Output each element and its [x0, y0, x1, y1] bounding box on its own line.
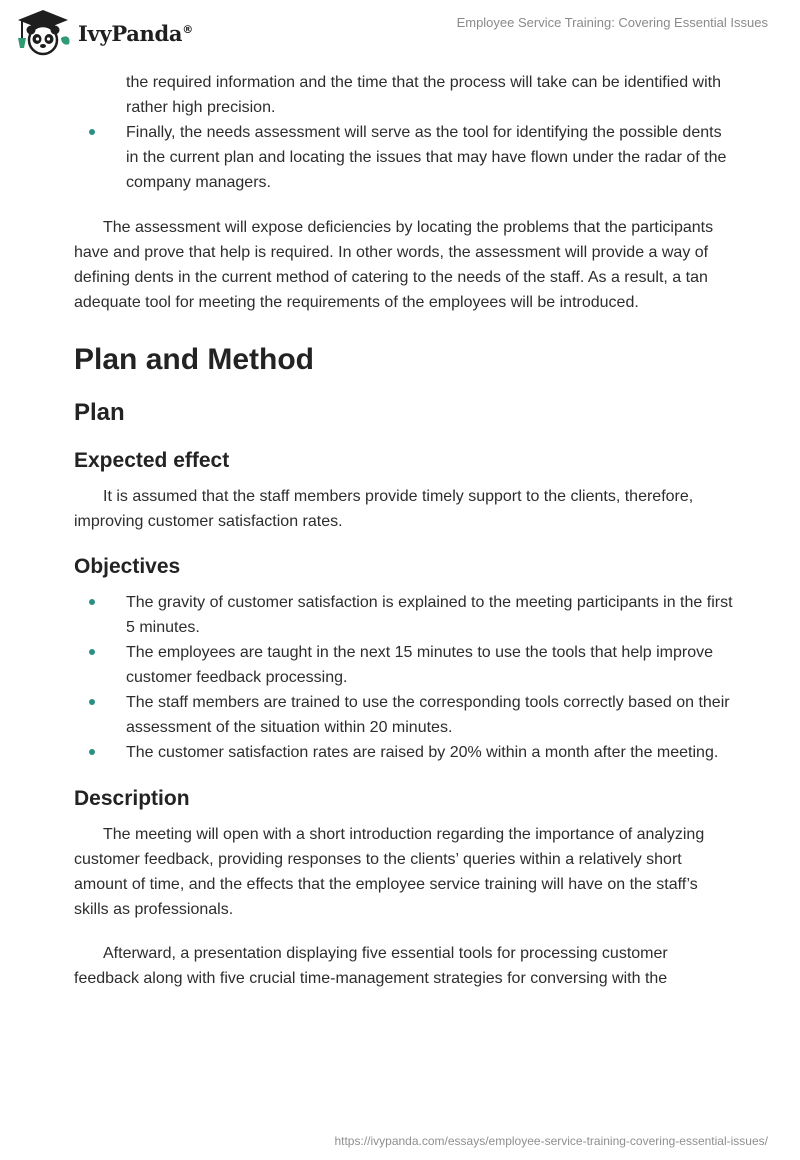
objectives-list — [74, 590, 734, 765]
document-title: Employee Service Training: Covering Essential Issues — [456, 15, 768, 30]
source-url-link[interactable]: https://ivypanda.com/essays/employee-service-training-covering-essential-issues/ — [334, 1134, 768, 1148]
paragraph-description-2: Afterward, a presentation displaying five essential tools for processing customer feedback along with five crucial time-management strategies for conversing with the — [74, 945, 668, 987]
heading-description: Description — [74, 787, 190, 810]
page-header — [0, 0, 800, 64]
paragraph-expected-effect: It is assumed that the staff members provide timely support to the clients, therefore, improving customer satisfaction rates. — [74, 488, 694, 530]
heading-expected-effect: Expected effect — [74, 449, 230, 472]
list-item: The employees are taught in the next 15 minutes to use the tools that help improve customer feedback processing. — [74, 640, 734, 690]
bullet-dot-icon — [89, 649, 95, 655]
intro-bullet-list — [74, 70, 734, 195]
list-item: The staff members are trained to use the corresponding tools correctly based on their assessment of the situation within 20 minutes. — [74, 690, 734, 740]
heading-objectives: Objectives — [74, 555, 181, 578]
bullet-dot-icon — [89, 749, 95, 755]
section-heading-plan-and-method: Plan and Method — [74, 343, 314, 376]
list-item: The customer satisfaction rates are raised by 20% within a month after the meeting. — [74, 740, 734, 765]
logo-wordmark: IvyPanda® — [78, 20, 193, 46]
paragraph-assessment: The assessment will expose deficiencies by locating the problems that the participants have and prove that help is required. In other words, the assessment will provide a way of defining dents in the current method of catering to the needs of the staff. As a result, a tan adequate tool for meeting the requirements of the employees will be introduced. — [74, 219, 714, 311]
list-item: the required information and the time that the process will take can be identified with rather high precision. — [126, 74, 721, 116]
bullet-dot-icon — [89, 699, 95, 705]
paragraph-description-1: The meeting will open with a short introduction regarding the importance of analyzing customer feedback, providing responses to the clients’ queries within a relatively short amount of time, and the effects that the employee service training will have on the staff’s skills as professionals. — [74, 826, 705, 918]
list-item: Finally, the needs assessment will serve as the tool for identifying the possible dents in the current plan and locating the issues that may have flown under the radar of the company managers. — [74, 120, 734, 195]
ivypanda-logo[interactable] — [14, 8, 193, 56]
essay-content — [74, 70, 734, 1010]
bullet-dot-icon — [89, 129, 95, 135]
panda-graduate-icon — [14, 8, 72, 56]
subsection-heading-plan: Plan — [74, 399, 125, 426]
list-item: The gravity of customer satisfaction is explained to the meeting participants in the first 5 minutes. — [74, 590, 734, 640]
bullet-dot-icon — [89, 599, 95, 605]
